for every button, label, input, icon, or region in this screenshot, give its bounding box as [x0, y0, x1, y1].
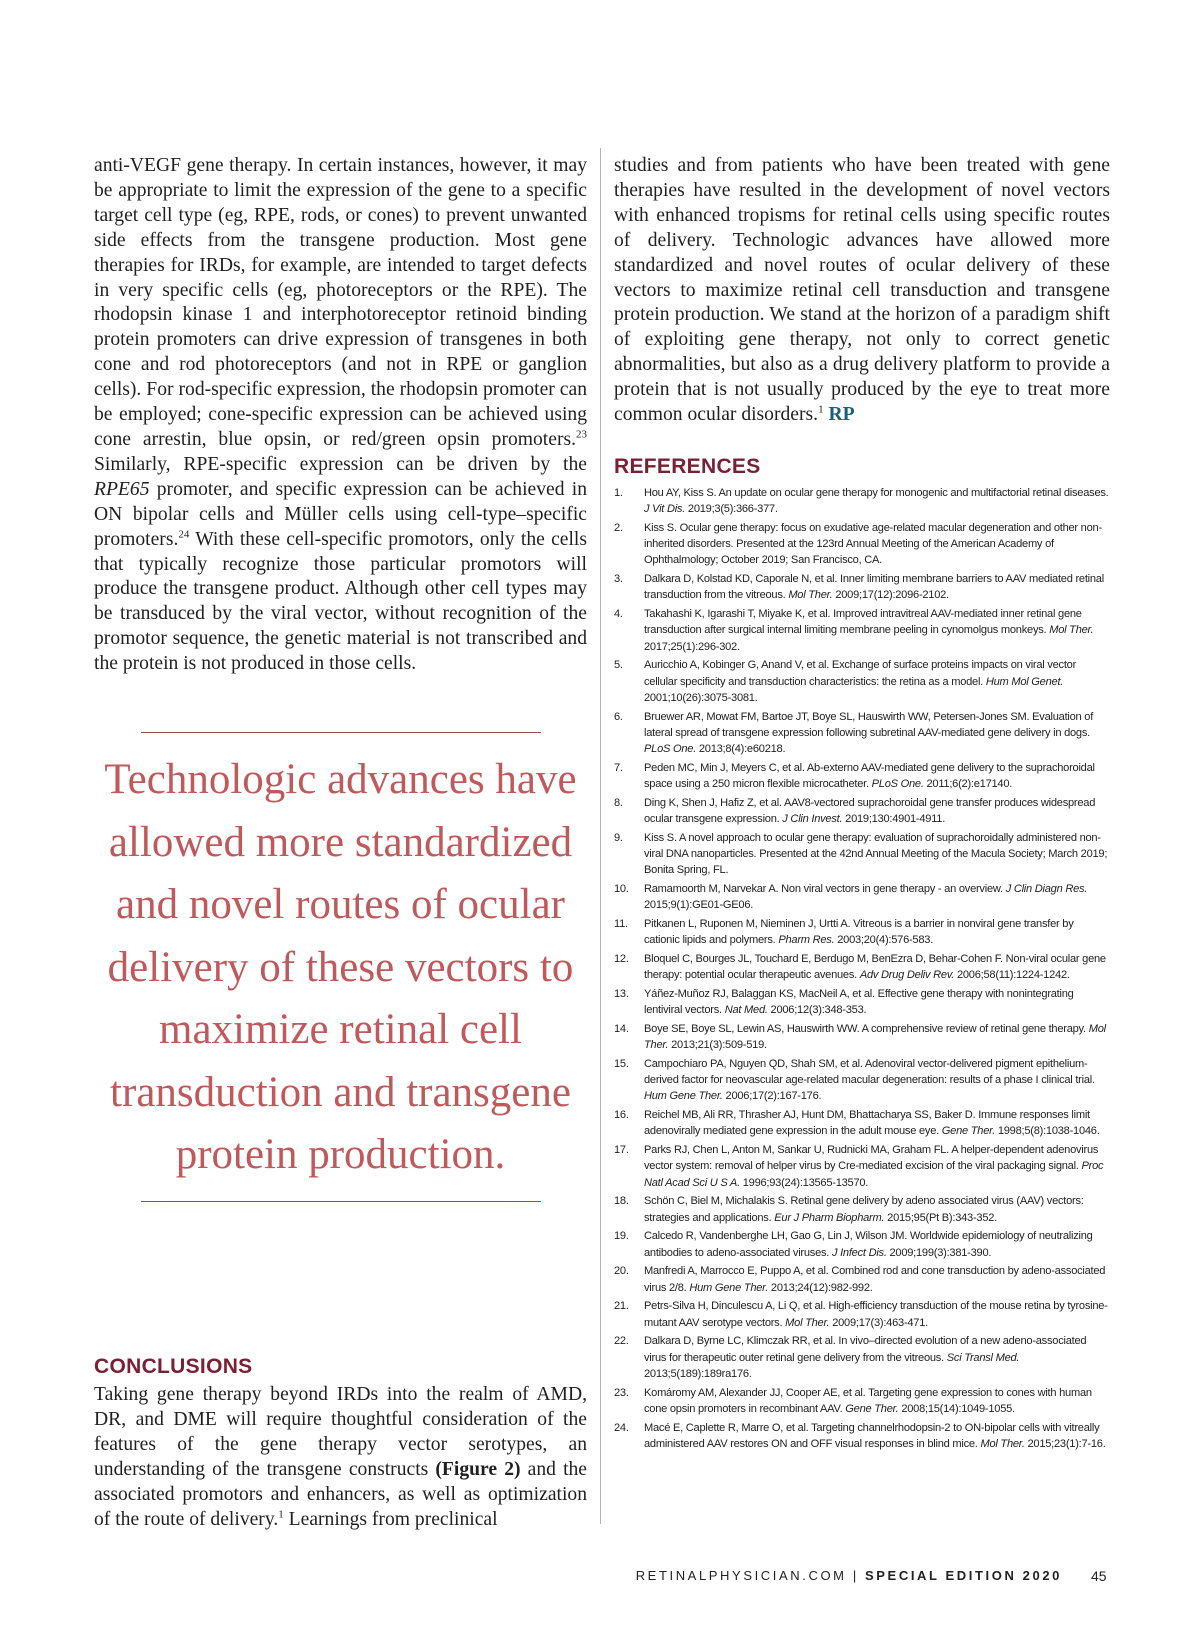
left-column: [94, 154, 587, 677]
reference-text: Reichel MB, Ali RR, Thrasher AJ, Hunt DM, Bhattacharya SS, Baker D. Immune responses limit adenovirally mediated gene expression in the adult mouse eye. Gene Ther. 1998;5(8):1038-1046.: [644, 1109, 1100, 1138]
reference-item: [614, 830, 1110, 879]
reference-item: [614, 760, 1110, 792]
reference-number: 18.: [614, 1195, 629, 1208]
reference-item: [614, 1056, 1110, 1105]
reference-text: Parks RJ, Chen L, Anton M, Sankar U, Rudnicki MA, Graham FL. A helper-dependent adenovirus vector system: removal of helper virus by Cre-mediated excision of the viral packaging signal. Proc Natl Acad Sci U S A. 1996;93(24):13565-13570.: [644, 1144, 1104, 1189]
citation-superscript: 24: [178, 528, 190, 541]
page-footer: [0, 1568, 1200, 1588]
right-column: [614, 154, 1110, 428]
reference-item: [614, 1193, 1110, 1225]
reference-item: [614, 1333, 1110, 1382]
reference-number: 5.: [614, 659, 623, 672]
reference-number: 7.: [614, 761, 623, 774]
reference-text: Bruewer AR, Mowat FM, Bartoe JT, Boye SL, Hauswirth WW, Petersen-Jones SM. Evaluation of lateral spread of transgene expression following subretinal AAV-mediated gene delivery in dogs. PLoS One. 2013;8(4):e60218.: [644, 710, 1094, 756]
reference-item: [614, 1298, 1110, 1330]
reference-text: Macé E, Caplette R, Marre O, et al. Targeting channelrhodopsin-2 to ON-bipolar cells with vitreally administered AAV restores ON and OFF visual responses in blind mice. Mol Ther. 2015;23(1):7-16.: [644, 1421, 1106, 1450]
italic-run: Adv Drug Deliv Rev.: [859, 969, 955, 982]
reference-item: [614, 1385, 1110, 1417]
reference-text: Bloquel C, Bourges JL, Touchard E, Berdugo M, BenEzra D, Behar-Cohen F. Non-viral ocular gene therapy: potential ocular therapeutic avenues. Adv Drug Deliv Rev. 2006;58(11):1224-1242.: [644, 953, 1106, 982]
reference-number: 20.: [614, 1265, 629, 1278]
italic-run: J Vit Dis.: [644, 503, 686, 516]
footer-separator: |: [846, 1568, 866, 1583]
reference-number: 3.: [614, 573, 623, 586]
italic-run: J Clin Invest.: [782, 813, 843, 826]
reference-number: 22.: [614, 1335, 629, 1348]
italic-run: Mol Ther.: [1049, 624, 1094, 637]
reference-text: Campochiaro PA, Nguyen QD, Shah SM, et al. Adenoviral vector-delivered pigment epithelium-derived factor for neovascular age-related macular degeneration: results of a phase I clinical trial. Hum Gene Ther. 2006;17(2):167-176.: [644, 1058, 1095, 1103]
reference-item: [614, 709, 1110, 758]
reference-text: Dalkara D, Kolstad KD, Caporale N, et al. Inner limiting membrane barriers to AAV mediated retinal transduction from the vitreous. Mol Ther. 2009;17(12):2096-2102.: [644, 573, 1104, 602]
reference-number: 9.: [614, 831, 623, 844]
reference-item: [614, 1142, 1110, 1191]
reference-number: 4.: [614, 608, 623, 621]
reference-number: 13.: [614, 988, 629, 1001]
reference-text: Takahashi K, Igarashi T, Miyake K, et al. Improved intravitreal AAV-mediated inner retinal gene transduction after surgical internal limiting membrane peeling in cynomolgus monkeys. Mol Ther. 2017;25(1):296-302.: [644, 608, 1094, 653]
italic-run: J Infect Dis.: [831, 1246, 887, 1259]
references-section: [614, 455, 1110, 1455]
reference-item: [614, 1420, 1110, 1452]
conclusions-section: [94, 1355, 587, 1532]
footer-site: RETINALPHYSICIAN.COM: [635, 1568, 847, 1583]
italic-run: Gene Ther.: [941, 1125, 995, 1138]
reference-text: Boye SE, Boye SL, Lewin AS, Hauswirth WW. A comprehensive review of retinal gene therapy. Mol Ther. 2013;21(3):509-519.: [644, 1023, 1106, 1052]
italic-run: Pharm Res.: [778, 934, 835, 947]
column-divider: [600, 148, 601, 1524]
page-number: 45: [1091, 1568, 1107, 1584]
reference-text: Peden MC, Min J, Meyers C, et al. Ab-externo AAV-mediated gene delivery to the suprachoroidal space using a 250 micron flexible microcatheter. PLoS One. 2011;6(2):e17140.: [644, 761, 1095, 791]
pull-quote: [94, 732, 587, 1202]
reference-text: Auricchio A, Kobinger G, Anand V, et al. Exchange of surface proteins impacts on viral vector cellular specificity and transduction characteristics: the retina as a model. Hum Mol Genet. 2001;10(26):3075-3081.: [644, 659, 1077, 704]
reference-text: Ramamoorth M, Narvekar A. Non viral vectors in gene therapy - an overview. J Clin Diagn Res. 2015;9(1):GE01-GE06.: [644, 883, 1088, 912]
references-heading: REFERENCES: [614, 455, 761, 478]
reference-text: Hou AY, Kiss S. An update on ocular gene therapy for monogenic and multifactorial retinal diseases. J Vit Dis. 2019;3(5):366-377.: [644, 487, 1109, 516]
reference-number: 12.: [614, 953, 629, 966]
reference-number: 16.: [614, 1109, 629, 1122]
reference-item: [614, 916, 1110, 948]
citation-superscript: 23: [576, 428, 587, 441]
italic-run: Gene Ther.: [845, 1402, 899, 1415]
citation-superscript: 1: [818, 403, 824, 416]
reference-text: Yáñez-Muñoz RJ, Balaggan KS, MacNeil A, et al. Effective gene therapy with nonintegrating lentiviral vectors. Nat Med. 2006;12(3):348-353.: [644, 988, 1074, 1017]
rp-end-mark: RP: [828, 404, 855, 426]
reference-item: [614, 1263, 1110, 1295]
reference-text: Ding K, Shen J, Hafiz Z, et al. AAV8-vectored suprachoroidal gene transfer produces widespread ocular transgene expression. J Clin Invest. 2019;130:4901-4911.: [644, 796, 1096, 826]
reference-item: [614, 951, 1110, 983]
italic-run: Nat Med.: [724, 1004, 768, 1017]
reference-item: [614, 881, 1110, 913]
reference-number: 1.: [614, 487, 623, 499]
reference-number: 24.: [614, 1421, 629, 1434]
reference-text: Manfredi A, Marrocco E, Puppo A, et al. Combined rod and cone transduction by adeno-associated virus 2/8. Hum Gene Ther. 2013;24(12):982-992.: [644, 1265, 1106, 1294]
reference-number: 11.: [614, 918, 628, 931]
reference-number: 21.: [614, 1300, 629, 1313]
reference-item: [614, 520, 1110, 569]
italic-run: Proc Natl Acad Sci U S A.: [644, 1160, 1104, 1189]
italic-run: Mol Ther.: [644, 1023, 1106, 1052]
reference-text: Schön C, Biel M, Michalakis S. Retinal gene delivery by adeno associated virus (AAV) vectors: strategies and applications. Eur J Pharm Biopharm. 2015;95(Pt B):343-352.: [644, 1195, 1084, 1224]
reference-item: [614, 795, 1110, 827]
conclusions-paragraph: Taking gene therapy beyond IRDs into the realm of AMD, DR, and DME will require thoughtful consideration of the features of the gene therapy vector serotypes, an understanding of the transgene constructs (Figure 2) and the associated promotors and enhancers, as well as optimization of the route of delivery.$^1$ Learnings from preclinical: [94, 1384, 588, 1530]
reference-item: [614, 986, 1110, 1018]
italic-run: Hum Gene Ther.: [689, 1281, 769, 1294]
reference-item: [614, 1228, 1110, 1260]
reference-number: 19.: [614, 1230, 629, 1243]
reference-item: [614, 657, 1110, 706]
reference-item: [614, 571, 1110, 603]
reference-number: 14.: [614, 1023, 629, 1036]
reference-item: [614, 1107, 1110, 1139]
reference-number: 15.: [614, 1058, 629, 1071]
pull-quote-bottom-rule: [141, 1201, 541, 1202]
italic-run: RPE65: [94, 478, 150, 500]
reference-text: Calcedo R, Vandenberghe LH, Gao G, Lin J, Wilson JM. Worldwide epidemiology of neutralizing antibodies to adeno-associated viruses. J Infect Dis. 2009;199(3):381-390.: [644, 1230, 1093, 1259]
italic-run: Mol Ther.: [785, 1316, 830, 1329]
citation-superscript: 1: [278, 1508, 284, 1520]
footer-publication: [636, 1568, 1062, 1583]
italic-run: PLoS One.: [871, 778, 924, 791]
reference-text: Komáromy AM, Alexander JJ, Cooper AE, et al. Targeting gene expression to cones with human cone opsin promoters in recombinant AAV. Gene Ther. 2008;15(14):1049-1055.: [644, 1386, 1092, 1415]
body-paragraph-promoters: anti-VEGF gene therapy. In certain instances, however, it may be appropriate to limit the expression of the gene to a specific target cell type (eg, RPE, rods, or cones) to prevent unwanted side effects from the transgene production. Most gene therapies for IRDs, for example, are intended to target defects in very specific cells (eg, photoreceptors or the RPE). The rhodopsin kinase 1 and interphotoreceptor retinoid binding protein promoters can drive expression of transgenes in both cone and rod photoreceptors (and not in RPE or ganglion cells). For rod-specific expression, the rhodopsin promoter can be employed; cone-specific expression can be achieved using cone arrestin, blue opsin, or red/green opsin promoters.$^{23}$ Similarly, RPE-specific expression can be driven by the RPE65 promoter, and specific expression can be achieved in ON bipolar cells and Müller cells using cell-type–specific promoters.$^{24}$ With these cell-specific promotors, only the cells that typically recognize those particular promotors will produce the transgene product. Although other cell types may be transduced by the viral vector, without recognition of the promotor sequence, the genetic material is not transcribed and the protein is not produced in those cells.: [94, 155, 587, 675]
italic-run: PLoS One.: [644, 743, 697, 756]
reference-number: 10.: [614, 883, 629, 896]
italic-run: J Clin Diagn Res.: [1005, 883, 1088, 896]
reference-number: 23.: [614, 1386, 629, 1399]
references-list: [614, 485, 1110, 1452]
reference-item: [614, 1021, 1110, 1053]
italic-run: Mol Ther.: [788, 589, 833, 602]
reference-number: 6.: [614, 710, 623, 723]
italic-run: Eur J Pharm Biopharm.: [774, 1211, 885, 1224]
reference-text: Pitkanen L, Ruponen M, Nieminen J, Urtti A. Vitreous is a barrier in nonviral gene transfer by cationic lipids and polymers. Pharm Res. 2003;20(4):576-583.: [644, 918, 1074, 947]
reference-text: Kiss S. A novel approach to ocular gene therapy: evaluation of suprachoroidally administered non-viral DNA nanoparticles. Presented at the 42nd Annual Meeting of the Macula Society; March 2019; Bonita Spring, FL.: [644, 831, 1108, 877]
reference-item: [614, 606, 1110, 655]
italic-run: Hum Gene Ther.: [644, 1090, 723, 1103]
conclusions-heading: CONCLUSIONS: [94, 1355, 253, 1378]
pull-quote-text: Technologic advances have allowed more standardized and novel routes of ocular delivery of these vectors to maximize retinal cell transduction and transgene protein production.: [104, 756, 577, 1178]
figure-reference: (Figure 2): [435, 1458, 521, 1480]
reference-text: Dalkara D, Byrne LC, Klimczak RR, et al. In vivo–directed evolution of a new adeno-associated virus for therapeutic outer retinal gene delivery from the vitreous. Sci Transl Med. 2013;5(189):189ra176.: [644, 1335, 1087, 1380]
reference-item: [614, 485, 1110, 517]
reference-number: 8.: [614, 796, 623, 809]
italic-run: Sci Transl Med.: [946, 1351, 1020, 1364]
body-paragraph-learnings: studies and from patients who have been treated with gene therapies have resulted in the development of novel vectors with enhanced tropisms for retinal cells using specific routes of delivery. Technologic advances have allowed more standardized and novel routes of ocular delivery of these vectors to maximize retinal cell transduction and transgene protein production. We stand at the horizon of a paradigm shift of exploiting gene therapy, not only to correct genetic abnormalities, but also as a drug delivery platform to provide a protein that is not usually produced by the eye to treat more common ocular disorders.$^1$ RP: [614, 155, 1110, 426]
reference-text: Petrs-Silva H, Dinculescu A, Li Q, et al. High-efficiency transduction of the mouse retina by tyrosine-mutant AAV serotype vectors. Mol Ther. 2009;17(3):463-471.: [644, 1300, 1108, 1329]
italic-run: Hum Mol Genet.: [985, 675, 1064, 688]
reference-number: 2.: [614, 522, 623, 534]
footer-edition: SPECIAL EDITION 2020: [865, 1568, 1062, 1583]
reference-number: 17.: [614, 1144, 629, 1157]
reference-text: Kiss S. Ocular gene therapy: focus on exudative age-related macular degeneration and other non-inherited disorders. Presented at the 123rd Annual Meeting of the American Academy of Ophthalmology; October 2019; San Francisco, CA.: [644, 522, 1102, 567]
italic-run: Mol Ther.: [980, 1437, 1025, 1450]
